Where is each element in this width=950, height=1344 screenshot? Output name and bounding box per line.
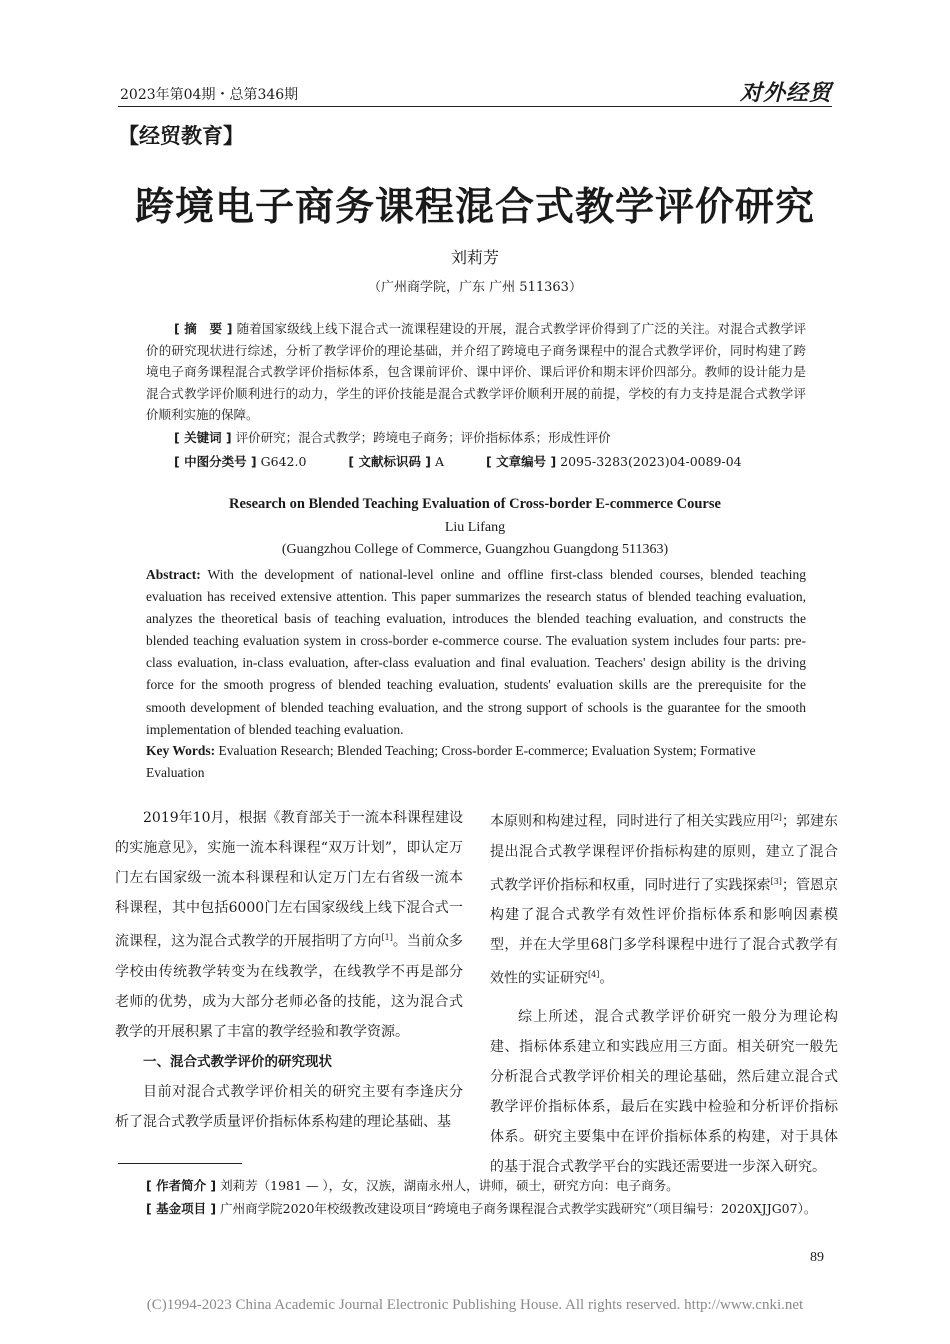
clc-value: G642.0 [260,454,307,469]
paragraph-text: 。当前众多学校由传统教学转变为在线教学，在线教学不再是部分老师的优势，成为大部分老师必备的技能，这为混合式教学的开展积累了丰富的教学经验和教学资源。 [115,933,464,1040]
page-title: 跨境电子商务课程混合式教学评价研究 [134,184,815,230]
paragraph: 目前对混合式教学评价相关的研究主要有李逢庆分析了混合式教学质量评价指标体系构建的理论基础、基 [115,1083,463,1130]
section-label: 【经贸教育】 [118,124,244,148]
body-column-left [115,803,463,1137]
paragraph [115,803,463,1047]
english-abstract-text: With the development of national-level online and offline first-class blended courses, blended teaching evaluation has received extensive attention. This paper summarizes the research status of blended teaching evaluation, analyzes the theoretical basis of teaching evaluation, introduces the blended teaching evaluation, and constructs the blended teaching evaluation system in cross-border e-commerce course. The evaluation system includes four parts: pre-class evaluation, in-class evaluation, after-class evaluation and final evaluation. Teachers' design ability is the driving force for the smooth progress of blended teaching evaluation, students' evaluation skills are the prerequisite for the smooth development of blended teaching evaluation, and the strong support of schools is the guarantee for the smooth implementation of blended teaching evaluation. [146,567,806,737]
english-keywords-text: Evaluation Research; Blended Teaching; Cross-border E-commerce; Evaluation System; Formative Evaluation [146,743,756,781]
article-number [486,454,742,469]
keywords-cn-label: [ 关键词 ] [174,430,232,445]
footnote-fund [118,1198,838,1219]
footnote-fund-text: 广州商学院2020年校级教改建设项目“跨境电子商务课程混合式教学实践研究”（项目编号：2020XJJG07）。 [220,1201,817,1216]
paragraph-text: ；管恩京构建了混合式教学有效性评价指标体系和影响因素模型，并在大学里68门多学科课程中进行了混合式教学有效性的实证研究 [490,877,839,987]
citation-ref[interactable]: [2] [770,813,782,822]
clc-label: [ 中图分类号 ] [174,454,257,469]
header-rule [118,106,832,107]
footnote-author-text: 刘莉芳（1981 — ），女，汉族，湖南永州人，讲师，硕士，研究方向：电子商务。 [220,1178,679,1193]
citation-ref[interactable]: [4] [588,970,600,980]
keywords-cn-text: 评价研究；混合式教学；跨境电子商务；评价指标体系；形成性评价 [235,430,611,445]
journal-logo: 对外经贸 [739,80,832,106]
paragraph: 综上所述，混合式教学评价研究一般分为理论构建、指标体系建立和实践应用三方面。相关研究一般先分析混合式教学评价相关的理论基础，然后建立混合式教学评价指标体系，最后在实践中检验和分析评价指标体系。研究主要集中在评价指标体系的构建，对于具体的基于混合式教学平台的实践还需要进一步深入研究。 [490,1008,838,1175]
abstract-cn-label: [ 摘 要 ] [174,321,233,336]
paragraph-text: ；郭建东提出混合式教学课程评价指标构建的原则，建立了混合式教学评价指标和权重，同时进行了实践探索 [490,813,839,894]
art-value: 2095-3283(2023)04-0089-04 [560,454,742,469]
section-heading: 一、混合式教学评价的研究现状 [143,1053,332,1070]
footnote-fund-label: [ 基金项目 ] [146,1201,217,1216]
footnote-author-label: [ 作者简介 ] [146,1178,217,1193]
keywords-cn [174,428,611,446]
english-author: Liu Lifang [444,520,506,535]
doc-code [348,454,444,469]
clc-code [174,454,306,469]
paragraph-text: 2019年10月，根据《教育部关于一流本科课程建设的实施意见》，实施一流本科课程“双万计划”，即认定万门左右国家级一流本科课程和认定万门左右省级一流本科课程，其中包括6000门左右国家级线上线下混合式一流课程，这为混合式教学的开展指明了方向 [115,810,463,950]
author: 刘莉芳 [450,248,499,267]
art-label: [ 文章编号 ] [486,454,557,469]
english-title: Research on Blended Teaching Evaluation of Cross-border E-commerce Course [229,496,721,512]
english-abstract-label: Abstract: [146,567,201,582]
copyright-watermark: (C)1994-2023 China Academic Journal Electronic Publishing House. All rights reserved. http://www.cnki.net [146,1297,804,1313]
footnote-author [118,1175,838,1196]
body-column-right [490,803,838,1182]
footnote-rule [118,1163,242,1164]
abstract-cn-text: 随着国家级线上线下混合式一流课程建设的开展，混合式教学评价得到了广泛的关注。对混合式教学评价的研究现状进行综述，分析了教学评价的理论基础，并介绍了跨境电子商务课程中的混合式教学评价，同时构建了跨境电子商务课程混合式教学评价指标体系，包含课前评价、课中评价、课后评价和期末评价四部分。教师的设计能力是混合式教学评价顺利进行的动力，学生的评价技能是混合式教学评价顺利开展的前提，学校的有力支持是混合式教学评价顺利实施的保障。 [146,321,806,422]
english-abstract [146,564,806,741]
english-affiliation: (Guangzhou College of Commerce, Guangzhou Guangdong 511363) [281,542,669,557]
paragraph-text: 。 [599,970,614,987]
citation-ref[interactable]: [3] [770,876,782,886]
paragraph-text: 本原则和构建过程，同时进行了相关实践应用 [490,813,771,830]
english-keywords [146,740,806,784]
affiliation: （广州商学院，广东 广州 511363） [368,280,582,295]
english-keywords-label: Key Words: [146,743,216,758]
citation-ref[interactable]: [1] [381,933,393,942]
doc-label: [ 文献标识码 ] [348,454,432,469]
abstract-cn [146,318,806,426]
page-number: 89 [810,1250,824,1265]
issue-info: 2023年第04期・总第346期 [120,87,299,103]
paragraph [490,803,838,994]
article-meta [174,452,780,470]
doc-value: A [435,454,445,469]
